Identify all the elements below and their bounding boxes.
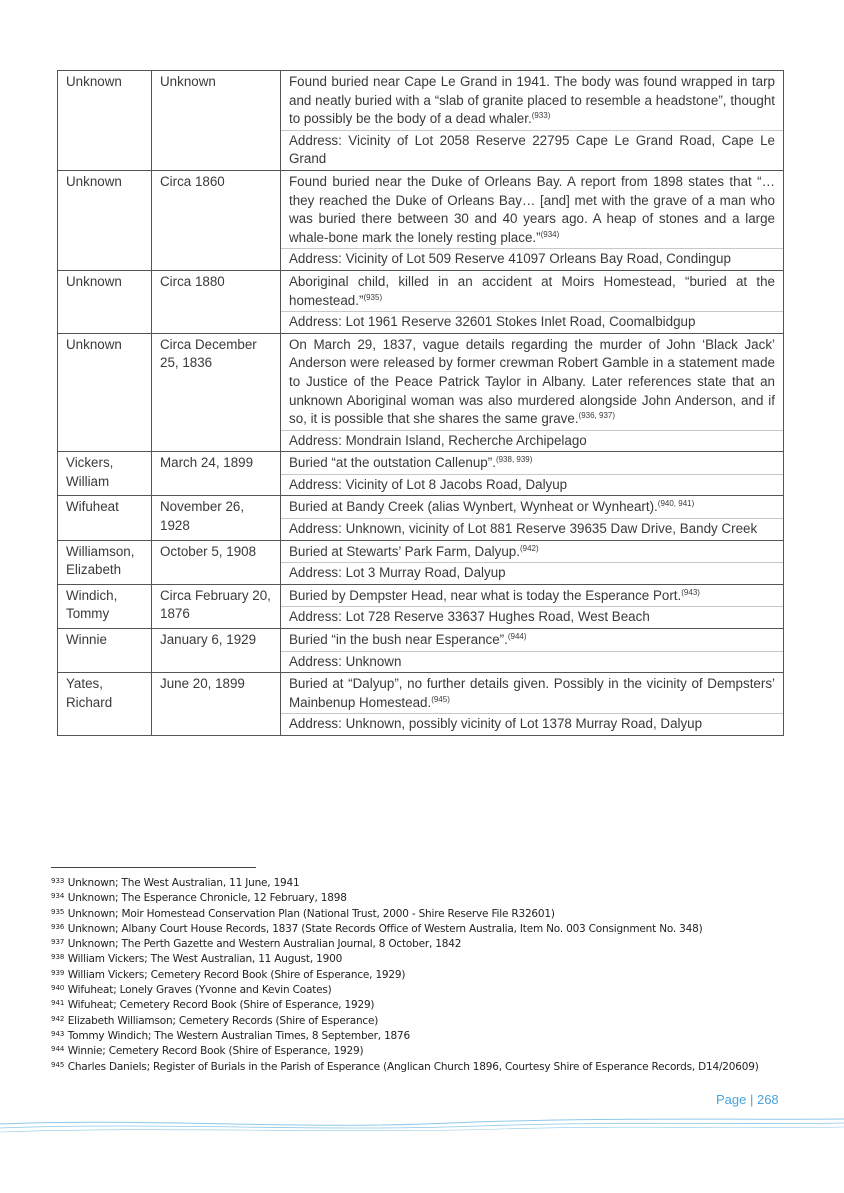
- footnote-number: 935: [51, 907, 65, 916]
- footnote-number: 940: [51, 984, 65, 993]
- footnote-number: 941: [51, 999, 65, 1008]
- footnote: [51, 1044, 811, 1059]
- person-name-cell: [58, 540, 152, 584]
- burial-date: October 5, 1908: [160, 543, 257, 559]
- footnote-reference[interactable]: (935): [363, 292, 383, 302]
- footnote-text: Tommy Windich; The Western Australian Times, 8 September, 1876: [67, 1029, 410, 1042]
- footnote-reference[interactable]: (945): [431, 694, 450, 704]
- burial-date-cell: [152, 71, 281, 171]
- burial-address: Address: Unknown, possibly vicinity of Lot 1378 Murray Road, Dalyup: [281, 713, 783, 735]
- burial-description: [281, 334, 783, 430]
- footnote-text: Charles Daniels; Register of Burials in the Parish of Esperance (Anglican Church 1896, Courtesy Shire of Esperance Records, D14/20609): [67, 1060, 759, 1073]
- person-name: Windich, Tommy: [66, 587, 118, 622]
- footnote: [51, 907, 811, 922]
- footnote-number: 945: [51, 1060, 65, 1069]
- burial-date-cell: [152, 584, 281, 628]
- table-row: [58, 496, 784, 540]
- footnote-text: Wifuheat; Cemetery Record Book (Shire of Esperance, 1929): [67, 999, 375, 1012]
- burial-description: [281, 496, 783, 518]
- burial-address: Address: Lot 728 Reserve 33637 Hughes Road, West Beach: [281, 606, 783, 628]
- person-name-cell: [58, 452, 152, 496]
- footnote: [51, 891, 811, 906]
- person-name: Yates, Richard: [66, 676, 113, 710]
- burial-description: [281, 171, 783, 248]
- table-row: [58, 629, 784, 673]
- footnote-number: 939: [51, 968, 65, 977]
- person-name: Unknown: [66, 273, 122, 289]
- burial-date-cell: [152, 673, 281, 736]
- table-row: [58, 584, 784, 628]
- person-name: Wifuheat: [66, 499, 119, 515]
- grave-records-table: [57, 70, 784, 736]
- footnote-reference[interactable]: (944): [507, 632, 527, 642]
- person-name: Unknown: [66, 173, 122, 189]
- description-text: On March 29, 1837, vague details regarding the murder of John ‘Black Jack’ Anderson were released by former crewman Robert Gamble in a statement made to Justice of the Peace Patrick Taylor in Albany. Later references state that an unknown Aboriginal woman was also murdered alongside John Anderson, and if so, it is possible that she shares the same grave.: [289, 336, 775, 427]
- person-name-cell: [58, 170, 152, 270]
- person-name-cell: [58, 496, 152, 540]
- wave-line-1: [0, 1119, 844, 1125]
- details-cell: [281, 673, 784, 736]
- footnote: [51, 937, 811, 952]
- burial-date-cell: [152, 333, 281, 452]
- description-text: Found buried near the Duke of Orleans Bay. A report from 1898 states that “…they reached the Duke of Orleans Bay… [and] met with the grave of a man who was buried there between 30 and 40 years ago. A heap of stones and a large whale-bone mark the lonely resting place.”: [289, 173, 775, 245]
- description-text: Buried “at the outstation Callenup”.: [289, 455, 496, 471]
- footnote-number: 942: [51, 1014, 65, 1023]
- table-row: [58, 540, 784, 584]
- footnote: [51, 998, 811, 1013]
- footnote-reference[interactable]: (936, 937): [578, 411, 616, 421]
- details-cell: [281, 71, 784, 171]
- footnote-number: 934: [51, 892, 65, 901]
- burial-date: Circa December 25, 1836: [160, 336, 257, 371]
- footnote-number: 938: [51, 953, 65, 962]
- footnote-number: 933: [51, 877, 65, 885]
- footnote-text: Unknown; The Perth Gazette and Western Australian Journal, 8 October, 1842: [67, 938, 462, 951]
- page-number: Page | 268: [716, 1092, 779, 1107]
- footnote-text: William Vickers; Cemetery Record Book (Shire of Esperance, 1929): [67, 968, 406, 981]
- footnote-divider: [51, 867, 256, 868]
- description-text: Aboriginal child, killed in an accident at Moirs Homestead, “buried at the homestead.”: [289, 273, 775, 308]
- details-cell: [281, 540, 784, 584]
- description-text: Buried at “Dalyup”, no further details given. Possibly in the vicinity of Dempsters’ Mainbenup Homestead.: [289, 676, 775, 710]
- burial-date: January 6, 1929: [160, 632, 257, 648]
- burial-address: Address: Vicinity of Lot 509 Reserve 41097 Orleans Bay Road, Condingup: [281, 248, 783, 270]
- details-cell: [281, 629, 784, 673]
- description-text: Buried by Dempster Head, near what is today the Esperance Port.: [289, 587, 682, 603]
- burial-description: [281, 271, 783, 311]
- burial-address: Address: Mondrain Island, Recherche Archipelago: [281, 430, 783, 452]
- burial-address: Address: Vicinity of Lot 8 Jacobs Road, Dalyup: [281, 474, 783, 496]
- footnote: [51, 876, 811, 891]
- footnote-text: William Vickers; The West Australian, 11 August, 1900: [67, 953, 343, 966]
- footnote-text: Winnie; Cemetery Record Book (Shire of Esperance, 1929): [67, 1045, 364, 1058]
- burial-date-cell: [152, 270, 281, 333]
- description-text: Buried at Stewarts’ Park Farm, Dalyup.: [289, 543, 520, 559]
- burial-description: [281, 452, 783, 474]
- burial-address: Address: Lot 3 Murray Road, Dalyup: [281, 562, 783, 584]
- footnote-text: Unknown; The West Australian, 11 June, 1941: [67, 877, 300, 889]
- burial-address: Address: Lot 1961 Reserve 32601 Stokes Inlet Road, Coomalbidgup: [281, 311, 783, 333]
- burial-description: [281, 71, 783, 130]
- details-cell: [281, 170, 784, 270]
- footnote: [51, 968, 811, 983]
- footnote-text: Unknown; Albany Court House Records, 1837 (State Records Office of Western Australia, Item No. 003 Consignment No. 348): [67, 922, 703, 935]
- footnote-reference[interactable]: (934): [540, 229, 560, 239]
- footnote-reference[interactable]: (940, 941): [657, 499, 695, 509]
- table-row: [58, 333, 784, 452]
- details-cell: [281, 584, 784, 628]
- footnote-text: Unknown; Moir Homestead Conservation Plan (National Trust, 2000 - Shire Reserve File R32601): [67, 907, 555, 920]
- person-name: Unknown: [66, 336, 122, 352]
- burial-description: [281, 629, 783, 651]
- footnote: [51, 1029, 811, 1044]
- person-name: Unknown: [66, 74, 122, 89]
- details-cell: [281, 270, 784, 333]
- person-name-cell: [58, 584, 152, 628]
- person-name: Williamson, Elizabeth: [66, 543, 135, 578]
- burial-description: [281, 541, 783, 563]
- burial-address: Address: Unknown, vicinity of Lot 881 Reserve 39635 Daw Drive, Bandy Creek: [281, 518, 783, 540]
- footnote: [51, 952, 811, 967]
- burial-date-cell: [152, 629, 281, 673]
- footnote: [51, 1060, 811, 1075]
- person-name-cell: [58, 71, 152, 171]
- burial-description: [281, 673, 783, 713]
- footnote: [51, 922, 811, 937]
- person-name: Vickers, William: [66, 455, 114, 489]
- footnote-number: 944: [51, 1045, 65, 1054]
- details-cell: [281, 452, 784, 496]
- details-cell: [281, 496, 784, 540]
- details-cell: [281, 333, 784, 452]
- burial-date: March 24, 1899: [160, 455, 254, 471]
- burial-date-cell: [152, 496, 281, 540]
- footnote-text: Unknown; The Esperance Chronicle, 12 February, 1898: [67, 892, 347, 905]
- description-text: Buried at Bandy Creek (alias Wynbert, Wynheat or Wynheart).: [289, 499, 658, 515]
- table-row: [58, 270, 784, 333]
- footnote-reference[interactable]: (942): [519, 543, 539, 553]
- burial-date: Circa 1880: [160, 273, 225, 289]
- footnote: [51, 1014, 811, 1029]
- burial-date: Circa 1860: [160, 173, 225, 189]
- table-row: [58, 71, 784, 171]
- footnote-reference[interactable]: (933): [531, 111, 551, 121]
- footnote-text: Elizabeth Williamson; Cemetery Records (Shire of Esperance): [67, 1014, 379, 1027]
- burial-address: Address: Unknown: [281, 651, 783, 673]
- person-name: Winnie: [66, 632, 107, 648]
- footnotes-list: [51, 876, 811, 1075]
- description-text: Buried “in the bush near Esperance”.: [289, 632, 508, 648]
- table-row: [58, 452, 784, 496]
- description-text: Found buried near Cape Le Grand in 1941. The body was found wrapped in tarp and neatly buried with a “slab of granite placed to resemble a headstone”, thought to possibly be the body of a dead whaler.: [289, 74, 775, 127]
- person-name-cell: [58, 673, 152, 736]
- footnote-reference[interactable]: (938, 939): [495, 455, 533, 465]
- footnote: [51, 983, 811, 998]
- footnote-reference[interactable]: (943): [681, 587, 700, 597]
- burial-description: [281, 585, 783, 607]
- burial-date: Unknown: [160, 74, 216, 89]
- burial-date: June 20, 1899: [160, 676, 245, 692]
- burial-date: November 26, 1928: [160, 499, 245, 534]
- burial-date-cell: [152, 452, 281, 496]
- person-name-cell: [58, 333, 152, 452]
- person-name-cell: [58, 629, 152, 673]
- burial-date-cell: [152, 540, 281, 584]
- table-row: [58, 170, 784, 270]
- footnote-number: 937: [51, 938, 65, 947]
- burial-date-cell: [152, 170, 281, 270]
- table-row: [58, 673, 784, 736]
- footnote-number: 936: [51, 922, 65, 931]
- footnote-text: Wifuheat; Lonely Graves (Yvonne and Kevin Coates): [67, 984, 332, 997]
- person-name-cell: [58, 270, 152, 333]
- burial-date: Circa February 20, 1876: [160, 587, 271, 622]
- footnote-number: 943: [51, 1029, 65, 1038]
- wave-decoration: [0, 1108, 844, 1138]
- burial-address: Address: Vicinity of Lot 2058 Reserve 22795 Cape Le Grand Road, Cape Le Grand: [281, 130, 783, 170]
